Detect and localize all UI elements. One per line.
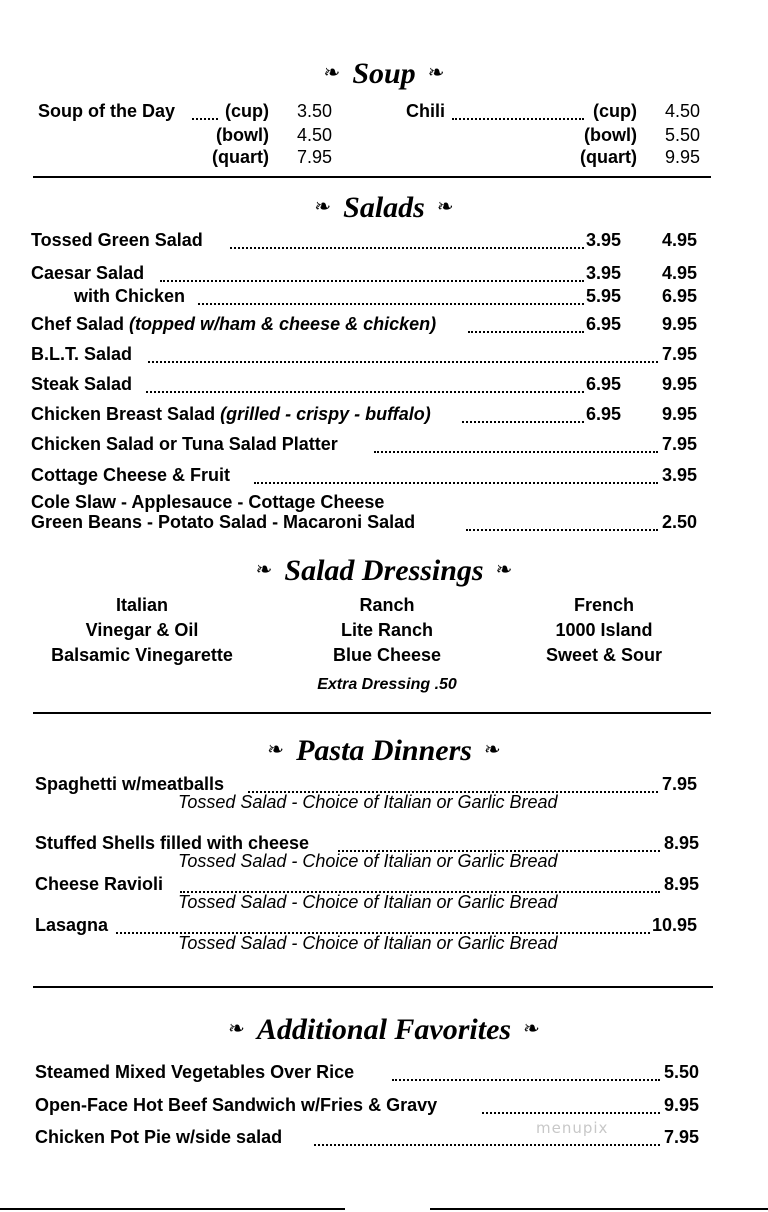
leader-dots [146, 389, 584, 393]
chili-bowl-size: (bowl) [584, 125, 637, 145]
soup-title: ❧ Soup ❧ [323, 57, 445, 90]
dressing-name: Lite Ranch [340, 620, 433, 640]
section-divider [33, 712, 711, 714]
menu-item-row [31, 313, 436, 335]
ornament-icon: ❧ [523, 1016, 540, 1040]
menu-item-row [31, 403, 431, 425]
bottom-rule [430, 1208, 768, 1210]
dressing-name: Blue Cheese [332, 645, 442, 665]
leader-dots [468, 329, 584, 333]
menu-item-name: Chicken Pot Pie w/side salad [35, 1127, 283, 1147]
ornament-icon: ❧ [267, 737, 285, 761]
menu-item-price: 7.95 [662, 344, 698, 364]
menu-item-price: 6.95 [586, 314, 622, 334]
soup-cup-price: 3.50 [297, 101, 333, 121]
menu-item-name: Open-Face Hot Beef Sandwich w/Fries & Gravy [35, 1095, 438, 1115]
ornament-icon: ❧ [228, 1016, 245, 1040]
leader-dots [314, 1142, 660, 1146]
menu-item-price: 7.95 [662, 434, 698, 454]
dressing-column-2 [267, 593, 507, 668]
chili-cup-price: 4.50 [665, 101, 701, 121]
chili-quart-price: 9.95 [665, 147, 701, 167]
menu-item-name: Cheese Ravioli [35, 874, 164, 894]
dressing-column-3 [484, 593, 724, 668]
menu-item-note: (grilled - crispy - buffalo) [220, 404, 431, 424]
dressing-name: Ranch [359, 595, 415, 615]
ornament-icon: ❧ [436, 194, 454, 218]
soup-quart-size: (quart) [212, 147, 269, 167]
soup-bowl-price: 4.50 [297, 125, 333, 145]
leader-dots [230, 245, 584, 249]
menu-item-price: 6.95 [586, 404, 622, 424]
menu-item-subtext: Tossed Salad - Choice of Italian or Garlic Bread [178, 851, 558, 871]
leader-dots [462, 419, 584, 423]
menu-item-price: 9.95 [662, 404, 698, 424]
ornament-icon: ❧ [483, 737, 501, 761]
ornament-icon: ❧ [495, 557, 513, 581]
menu-item-subtext: Tossed Salad - Choice of Italian or Garlic Bread [178, 892, 558, 912]
menu-item-price: 3.95 [662, 465, 698, 485]
menu-item-name: Chicken Breast Salad [31, 404, 216, 424]
menu-item-price: 5.95 [586, 286, 622, 306]
menu-item-price: 8.95 [664, 874, 700, 894]
dressing-name: Vinegar & Oil [85, 620, 199, 640]
menu-item-name: with Chicken [74, 286, 186, 306]
menu-item-price: 9.95 [664, 1095, 700, 1115]
chili-cup-size: (cup) [593, 101, 637, 121]
ornament-icon: ❧ [323, 60, 341, 84]
menu-item-price: 3.95 [586, 263, 622, 283]
menu-item-name: Lasagna [35, 915, 109, 935]
chili-bowl-price: 5.50 [665, 125, 701, 145]
section-divider [33, 176, 711, 178]
sides-line-1: Cole Slaw - Applesauce - Cottage Cheese [31, 492, 385, 512]
ornament-icon: ❧ [255, 557, 273, 581]
menu-item-price: 9.95 [662, 374, 698, 394]
chili-label: Chili [406, 101, 445, 121]
leader-dots [466, 527, 658, 531]
section-divider [33, 986, 713, 988]
menu-item-name: B.L.T. Salad [31, 344, 133, 364]
additional-favorites-title: ❧ Additional Favorites ❧ [228, 1013, 540, 1046]
menu-item-name: Cottage Cheese & Fruit [31, 465, 231, 485]
sides-price: 2.50 [662, 512, 698, 532]
menu-item-price: 3.95 [586, 230, 622, 250]
dressing-name: Sweet & Sour [545, 645, 663, 665]
salad-dressings-title: ❧ Salad Dressings ❧ [255, 554, 513, 587]
soup-of-the-day-label: Soup of the Day [38, 101, 176, 121]
menu-item-price: 6.95 [662, 286, 698, 306]
menu-item-name: Steak Salad [31, 374, 133, 394]
menu-item-price: 7.95 [662, 774, 698, 794]
leader-dots [482, 1110, 660, 1114]
watermark: menupix [536, 1119, 609, 1137]
soup-quart-price: 7.95 [297, 147, 333, 167]
ornament-icon: ❧ [427, 60, 445, 84]
ornament-icon: ❧ [314, 194, 332, 218]
leader-dots [254, 480, 658, 484]
menu-item-name: Chicken Salad or Tuna Salad Platter [31, 434, 338, 454]
leader-dots [392, 1077, 660, 1081]
menu-item-price: 9.95 [662, 314, 698, 334]
menu-item-name: Chef Salad [31, 314, 125, 334]
pasta-dinners-title: ❧ Pasta Dinners ❧ [267, 734, 501, 767]
menu-item-name: Steamed Mixed Vegetables Over Rice [35, 1062, 355, 1082]
dressing-column-1 [22, 593, 262, 668]
dressing-name: Balsamic Vinegarette [51, 645, 233, 665]
salads-title: ❧ Salads ❧ [314, 191, 454, 224]
dressing-name: French [573, 595, 634, 615]
menu-item-price: 7.95 [664, 1127, 700, 1147]
soup-bowl-size: (bowl) [216, 125, 269, 145]
menu-item-subtext: Tossed Salad - Choice of Italian or Garlic Bread [178, 933, 558, 953]
menu-item-name: Spaghetti w/meatballs [35, 774, 225, 794]
menu-item-price: 10.95 [652, 915, 698, 935]
bottom-rule [0, 1208, 345, 1210]
extra-dressing-note: Extra Dressing .50 [317, 676, 457, 693]
dressing-name: Italian [115, 595, 168, 615]
leader-dots [374, 449, 658, 453]
soup-cup-size: (cup) [225, 101, 269, 121]
menu-item-price: 8.95 [664, 833, 700, 853]
menu-item-name: Tossed Green Salad [31, 230, 203, 250]
sides-line-2: Green Beans - Potato Salad - Macaroni Salad [31, 512, 416, 532]
chili-quart-size: (quart) [580, 147, 637, 167]
menu-item-price: 4.95 [662, 263, 698, 283]
leader-dots [198, 301, 584, 305]
menu-item-subtext: Tossed Salad - Choice of Italian or Garlic Bread [178, 792, 558, 812]
menu-item-name: Caesar Salad [31, 263, 145, 283]
dressing-name: 1000 Island [555, 620, 653, 640]
leader-dots [192, 116, 218, 120]
leader-dots [452, 116, 584, 120]
menu-item-price: 6.95 [586, 374, 622, 394]
menu-item-price: 5.50 [664, 1062, 700, 1082]
leader-dots [148, 359, 658, 363]
leader-dots [160, 278, 584, 282]
menu-item-name: Stuffed Shells filled with cheese [35, 833, 310, 853]
menu-item-note: (topped w/ham & cheese & chicken) [129, 314, 437, 334]
menu-item-price: 4.95 [662, 230, 698, 250]
